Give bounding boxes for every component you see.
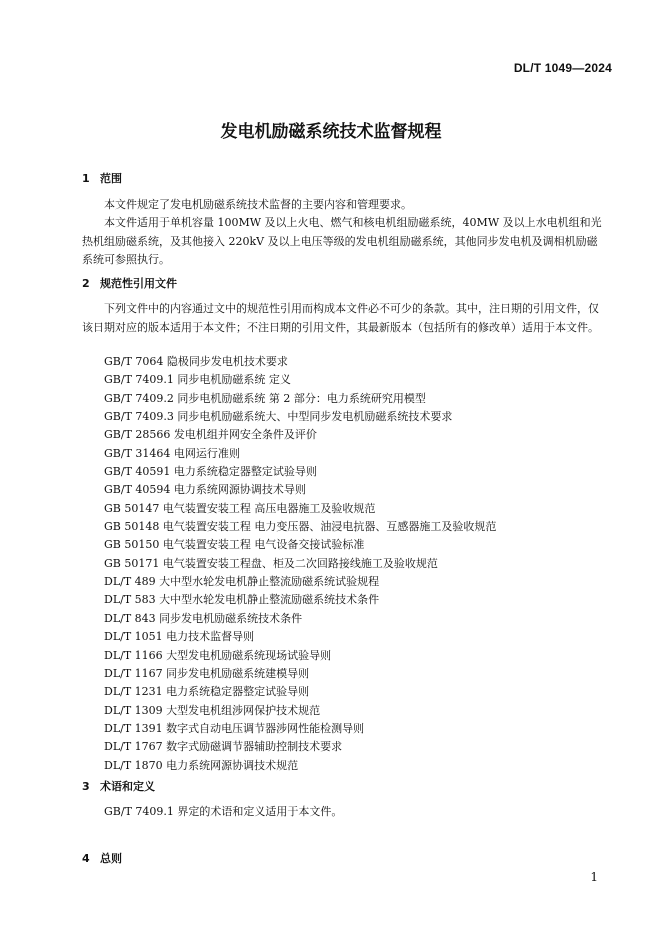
reference-item: DL/T 1051 电力技术监督导则 bbox=[104, 630, 255, 644]
section-2-intro: 下列文件中的内容通过文中的规范性引用而构成本文件必不可少的条款。其中，注日期的引用文件，仅该日期对应的版本适用于本文件；不注日期的引用文件，其最新版本（包括所有的修改单）适用于本文件。 bbox=[82, 302, 599, 334]
reference-item: GB/T 40594 电力系统网源协调技术导则 bbox=[104, 483, 306, 497]
reference-item: GB 50148 电气装置安装工程 电力变压器、油浸电抗器、互感器施工及验收规范 bbox=[104, 520, 497, 534]
reference-item: DL/T 843 同步发电机励磁系统技术条件 bbox=[104, 611, 303, 625]
reference-item: DL/T 1767 数字式励磁调节器辅助控制技术要求 bbox=[104, 740, 343, 754]
reference-item: GB/T 7409.2 同步电机励磁系统 第 2 部分：电力系统研究用模型 bbox=[104, 391, 426, 405]
section-3-paragraph: GB/T 7409.1 界定的术语和定义适用于本文件。 bbox=[104, 805, 343, 818]
reference-item: DL/T 1231 电力系统稳定器整定试验导则 bbox=[104, 685, 310, 699]
section-2-title: 规范性引用文件 bbox=[100, 277, 177, 290]
page-number: 1 bbox=[590, 870, 598, 884]
reference-item: DL/T 1167 同步发电机励磁系统建模导则 bbox=[104, 666, 310, 680]
reference-item: GB/T 7409.1 同步电机励磁系统 定义 bbox=[104, 373, 291, 387]
section-3-heading bbox=[82, 780, 155, 794]
reference-item: GB/T 31464 电网运行准则 bbox=[104, 446, 240, 460]
reference-item: DL/T 1391 数字式自动电压调节器涉网性能检测导则 bbox=[104, 721, 365, 735]
reference-item: GB 50147 电气装置安装工程 高压电器施工及验收规范 bbox=[104, 501, 376, 515]
section-1-paragraph-1: 本文件规定了发电机励磁系统技术监督的主要内容和管理要求。 bbox=[104, 198, 412, 211]
document-code: DL/T 1049—2024 bbox=[513, 61, 612, 75]
reference-item: GB 50171 电气装置安装工程盘、柜及二次回路接线施工及验收规范 bbox=[104, 556, 438, 570]
reference-item: DL/T 489 大中型水轮发电机静止整流励磁系统试验规程 bbox=[104, 575, 380, 589]
reference-item: GB 50150 电气装置安装工程 电气设备交接试验标准 bbox=[104, 538, 365, 552]
reference-item: DL/T 1309 大型发电机组涉网保护技术规范 bbox=[104, 703, 321, 717]
section-4-title: 总则 bbox=[100, 852, 122, 865]
section-2-heading bbox=[82, 277, 177, 291]
section-1-paragraph-2: 本文件适用于单机容量 100MW 及以上火电、燃气和核电机组励磁系统，40MW 及以上水电机组和光热机组励磁系统，及其他接入 220kV 及以上电压等级的发电机组励磁系统，其他同步发电机及调相机励磁系统可参照执行。 bbox=[82, 216, 602, 266]
reference-item: GB/T 28566 发电机组并网安全条件及评价 bbox=[104, 428, 317, 442]
section-2-number: 2 bbox=[82, 277, 90, 290]
section-4-number: 4 bbox=[82, 852, 90, 865]
reference-item: DL/T 1870 电力系统网源协调技术规范 bbox=[104, 758, 299, 772]
reference-item: GB/T 7409.3 同步电机励磁系统大、中型同步发电机励磁系统技术要求 bbox=[104, 410, 453, 424]
reference-item: GB/T 40591 电力系统稳定器整定试验导则 bbox=[104, 465, 317, 479]
reference-item: DL/T 1166 大型发电机励磁系统现场试验导则 bbox=[104, 648, 332, 662]
page-title: 发电机励磁系统技术监督规程 bbox=[220, 122, 442, 142]
section-3-number: 3 bbox=[82, 780, 90, 793]
section-1-heading bbox=[82, 172, 122, 186]
reference-list bbox=[104, 353, 496, 775]
section-4-heading bbox=[82, 852, 122, 866]
reference-item: DL/T 583 大中型水轮发电机静止整流励磁系统技术条件 bbox=[104, 593, 380, 607]
section-1-title: 范围 bbox=[100, 172, 122, 185]
section-3-title: 术语和定义 bbox=[100, 780, 155, 793]
section-1-number: 1 bbox=[82, 172, 90, 185]
reference-item: GB/T 7064 隐极同步发电机技术要求 bbox=[104, 355, 288, 368]
